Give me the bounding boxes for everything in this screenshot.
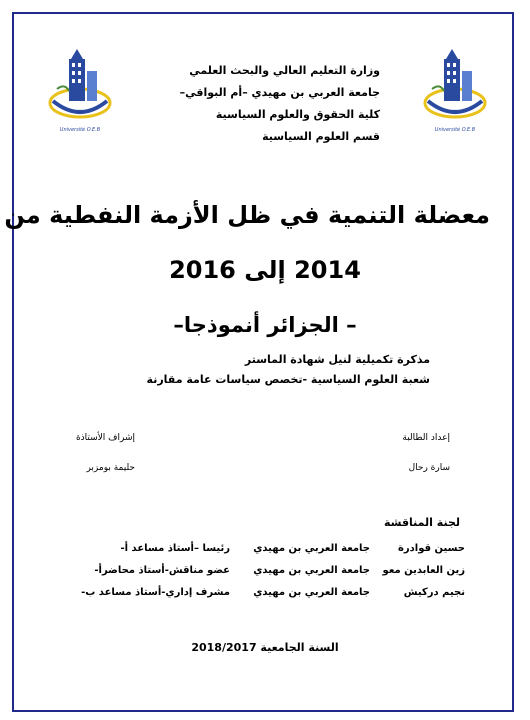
committee-member-role: رئيسا –أستاذ مساعد أ- <box>120 543 230 554</box>
committee-member-university: جامعة العربي بن مهيدي <box>253 565 370 576</box>
committee-title: لجنة المناقشة <box>383 516 460 529</box>
logo-caption-left: Université O.E.B <box>59 127 101 133</box>
memo-specialty-line: شعبة العلوم السياسية -تخصص سياسات عامة مقارنة <box>146 373 430 386</box>
committee-member-university: جامعة العربي بن مهيدي <box>253 543 370 554</box>
thesis-title-line-3: – الجزائر أنموذجا– <box>173 313 357 337</box>
supervisor-label: إشراف الأستاذة <box>75 433 135 443</box>
university-logo-left <box>45 45 115 135</box>
thesis-title-line-2: 2014 إلى 2016 <box>169 256 361 284</box>
institution-header <box>130 60 380 148</box>
committee-member-university: جامعة العربي بن مهيدي <box>253 587 370 598</box>
department-line: قسم العلوم السياسية <box>262 130 380 143</box>
academic-year: السنة الجامعية 2018/2017 <box>191 641 339 654</box>
thesis-title-line-1: معضلة التنمية في ظل الأزمة النفطية من <box>4 201 490 229</box>
faculty-line: كلية الحقوق والعلوم السياسية <box>215 108 380 121</box>
committee-member-row <box>55 540 465 558</box>
university-logo-icon <box>45 45 115 127</box>
student-name: سارة رحال <box>408 463 450 473</box>
committee-member-name: حسين قوادرة <box>398 543 465 554</box>
committee-member-name: زين العابدين معو <box>382 565 465 576</box>
committee-member-role: مشرف إداري-أستاذ مساعد ب- <box>81 587 230 598</box>
committee-member-role: عضو مناقش-أستاذ محاضرأ- <box>94 565 230 576</box>
committee-member-row <box>55 584 465 602</box>
committee-member-name: نجيم دركيش <box>403 587 465 598</box>
committee-member-row <box>55 562 465 580</box>
memo-degree-line: مذكرة تكميلية لنيل شهادة الماستر <box>244 353 430 366</box>
supervisor-name: حليمة بومزبر <box>86 463 135 473</box>
student-label: إعداد الطالبة <box>402 433 450 443</box>
university-logo-icon <box>420 45 490 127</box>
university-line: جامعة العربي بن مهيدي –أم البواقي– <box>179 86 380 99</box>
ministry-line: وزارة التعليم العالي والبحث العلمي <box>189 64 380 77</box>
university-logo-right <box>420 45 490 135</box>
logo-caption-right: Université O.E.B <box>434 127 476 133</box>
